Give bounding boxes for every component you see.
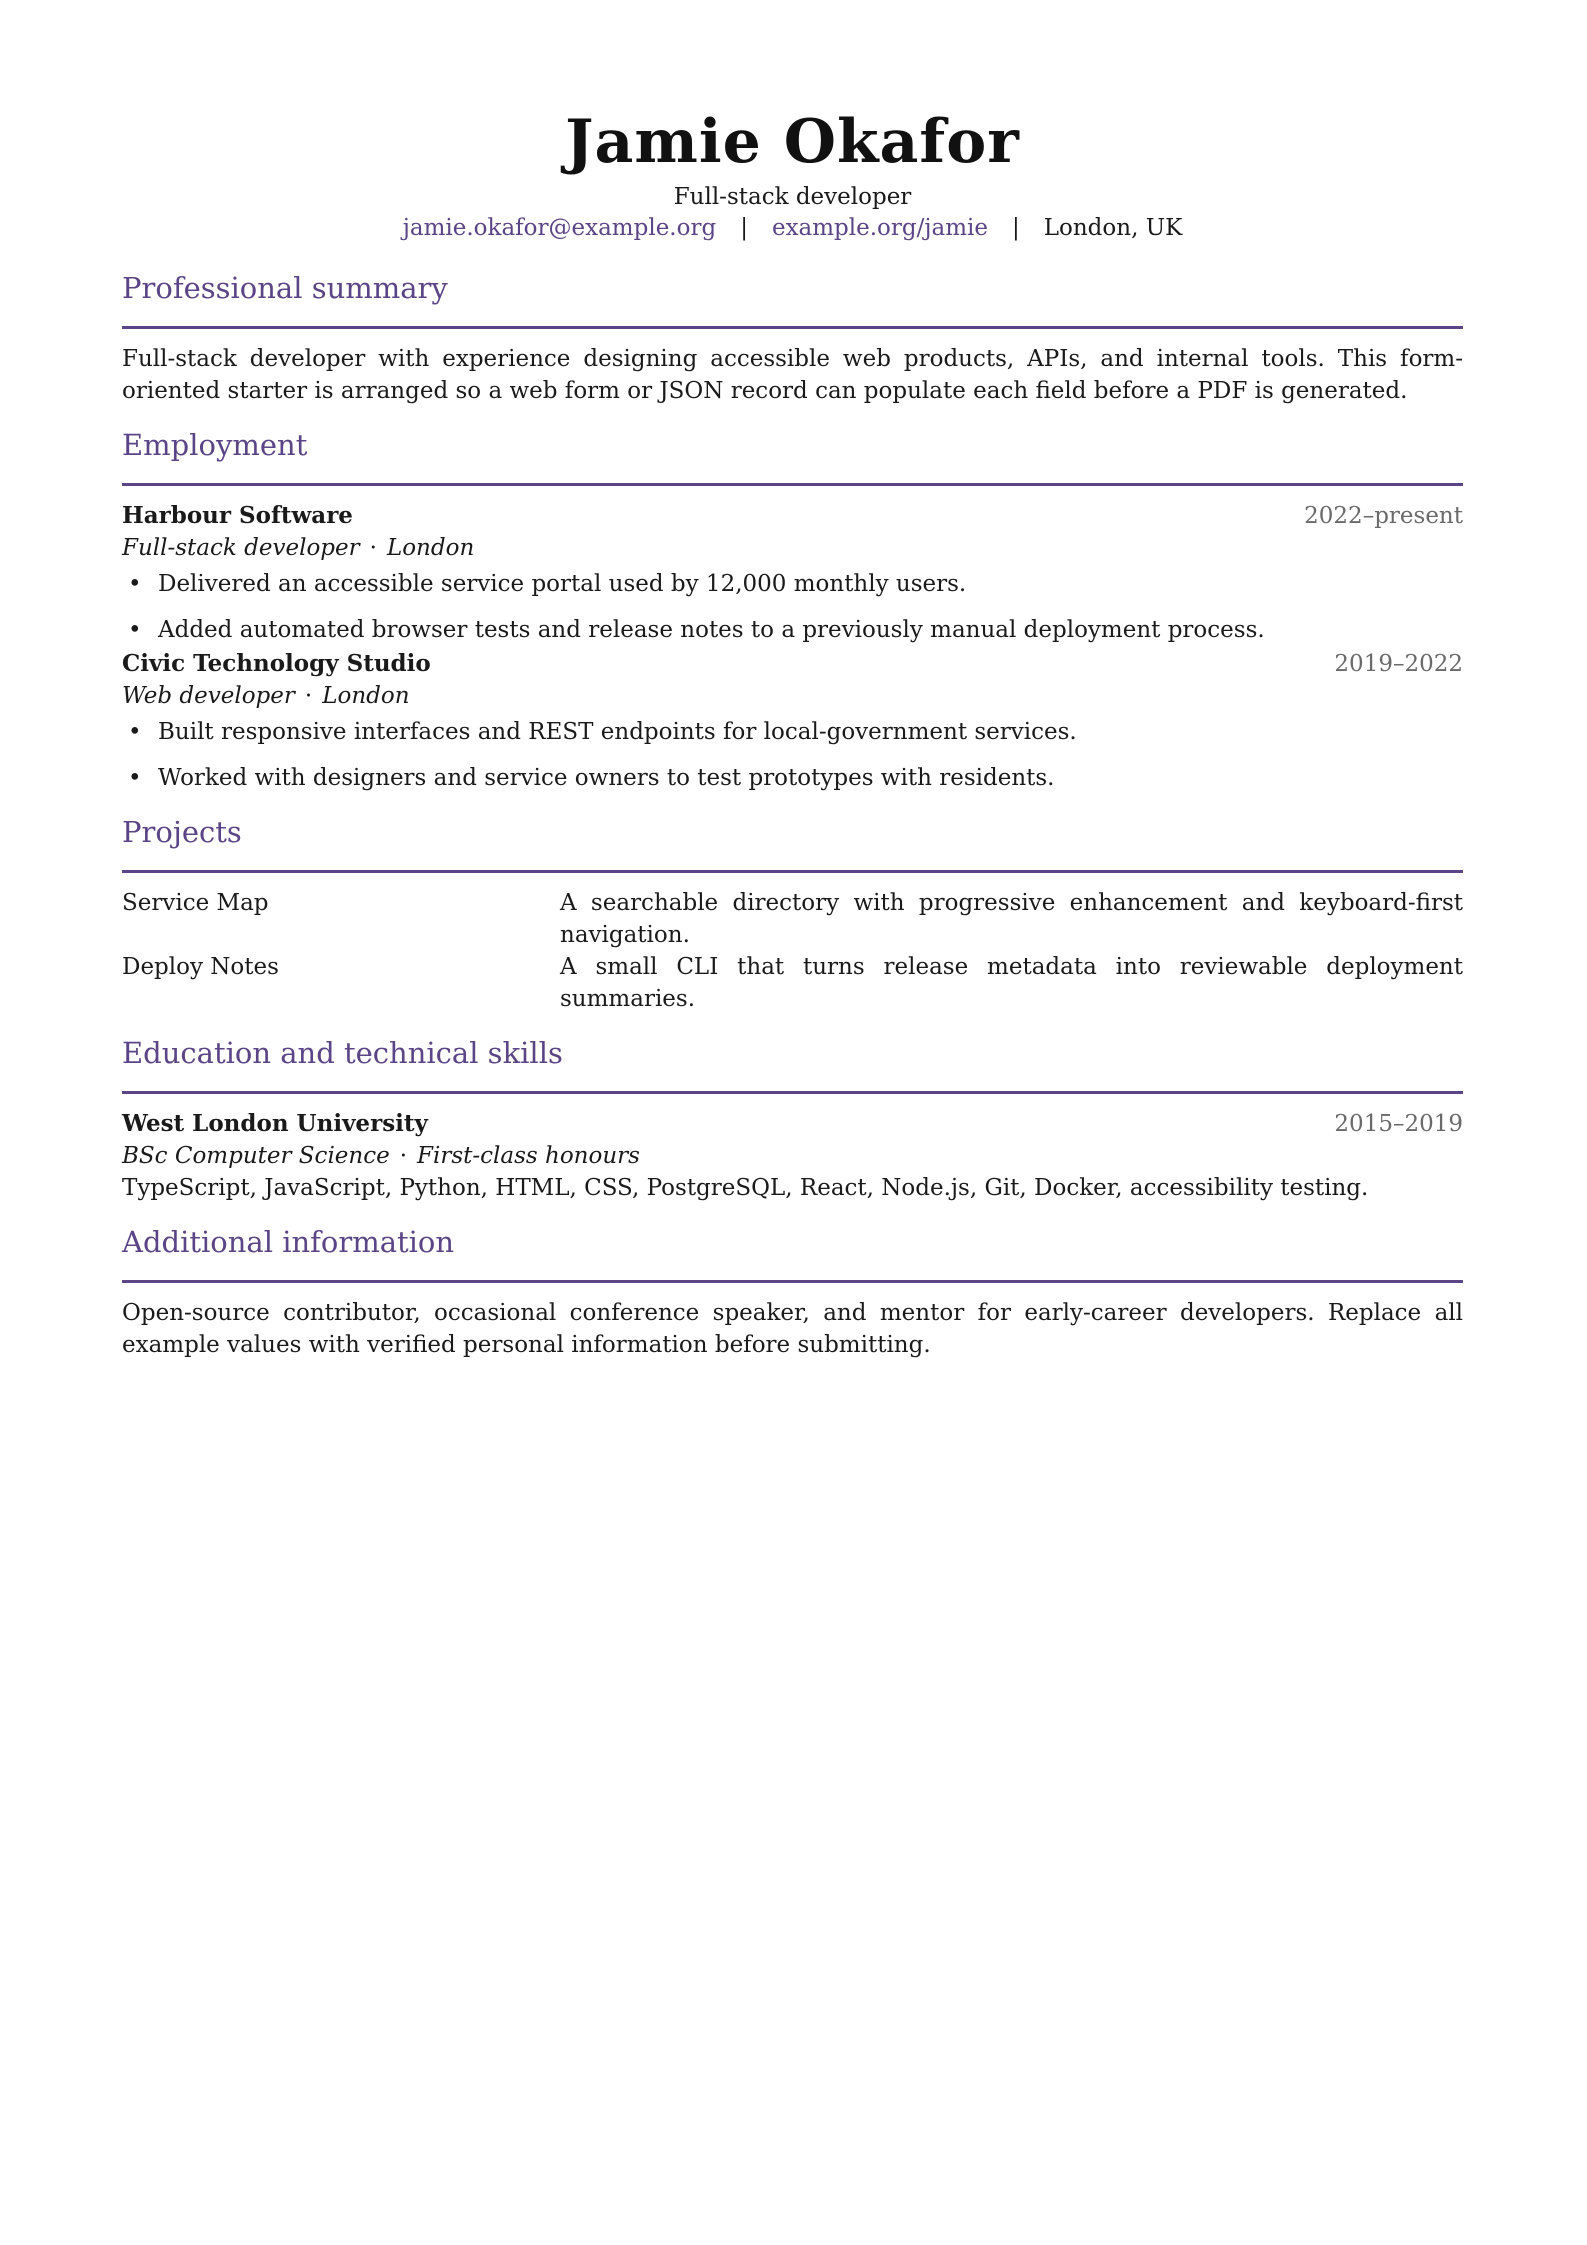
list-item: • Worked with designers and service owners to test prototypes with residents. [122,762,1463,794]
section-title: Education and technical skills [122,1036,563,1070]
list-item: • Added automated browser tests and release notes to a previously manual deployment process. [122,614,1463,646]
contact-separator: | [740,215,748,241]
job-organisation: Civic Technology Studio [122,650,431,677]
list-item: • Built responsive interfaces and REST endpoints for local-government services. [122,716,1463,748]
additional-section [122,1204,1463,1361]
project-row [122,887,1463,951]
job-dates: 2019–2022 [1334,651,1463,677]
job-entry [122,500,1463,646]
job-bullets [122,716,1463,794]
additional-text: Open-source contributor, occasional conference speaker, and mentor for early-career developers. Replace all example values with verified personal information before submitting. [122,1300,1463,1358]
section-title: Professional summary [122,271,448,305]
job-dates: 2022–present [1304,503,1463,529]
section-divider [122,483,1463,486]
section-title: Projects [122,815,242,849]
job-role: Full-stack developer [122,535,360,561]
job-bullets [122,568,1463,646]
skills-text: TypeScript, JavaScript, Python, HTML, CSS, PostgreSQL, React, Node.js, Git, Docker, accessibility testing. [122,1175,1369,1201]
summary-text: Full-stack developer with experience designing accessible web products, APIs, and internal tools. This form-oriented starter is arranged so a web form or JSON record can populate each field before a PDF is generated. [122,346,1463,404]
project-description: A small CLI that turns release metadata into reviewable deployment summaries. [560,954,1463,1012]
email-link[interactable]: jamie.okafor@example.org [402,215,717,241]
job-location: London [386,535,475,561]
job-location: London [322,683,410,709]
contact-line [122,212,1463,244]
project-name: Service Map [122,890,269,916]
degree: BSc Computer Science [122,1143,390,1169]
contact-separator: | [1012,215,1020,241]
candidate-name: Jamie Okafor [565,107,1020,177]
summary-section [122,250,1463,407]
middle-dot: · [399,1143,408,1169]
honours: First-class honours [417,1143,640,1169]
section-divider [122,870,1463,873]
job-organisation: Harbour Software [122,502,353,529]
middle-dot: · [369,535,377,561]
project-description: A searchable directory with progressive enhancement and keyboard-first navigation. [560,890,1463,948]
location-text: London, UK [1043,215,1183,241]
candidate-headline: Full-stack developer [673,184,912,210]
section-title: Employment [122,428,308,462]
section-divider [122,1280,1463,1283]
employment-section [122,407,1463,794]
resume-header [122,0,1463,244]
section-title: Additional information [122,1225,455,1259]
job-role: Web developer [122,683,295,709]
section-divider [122,1091,1463,1094]
projects-section [122,794,1463,1015]
education-section [122,1015,1463,1204]
website-link[interactable]: example.org/jamie [771,215,988,241]
school-name: West London University [122,1110,428,1137]
project-row [122,951,1463,1015]
list-item: • Delivered an accessible service portal used by 12,000 monthly users. [122,568,1463,600]
education-dates: 2015–2019 [1334,1111,1463,1137]
job-entry [122,648,1463,794]
middle-dot: · [304,683,313,709]
section-divider [122,326,1463,329]
project-name: Deploy Notes [122,954,279,980]
